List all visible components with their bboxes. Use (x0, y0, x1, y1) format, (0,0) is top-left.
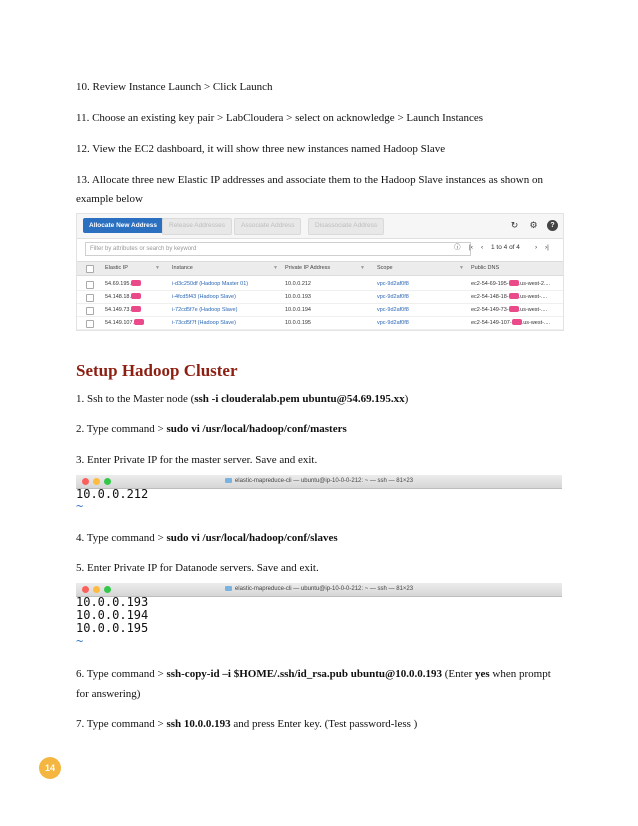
folder-icon (225, 586, 232, 591)
table-row[interactable] (77, 304, 563, 317)
prev-page-icon[interactable]: ‹ (481, 244, 484, 251)
disassociate-address-button[interactable]: Disassociate Address (308, 218, 384, 235)
terminal-title (76, 475, 562, 488)
instance-link[interactable]: i-72cd5f7e (Hadoop Slave) (172, 307, 238, 313)
elastic-ip-value: 54.149.107. (105, 320, 135, 326)
redaction-mark (509, 280, 519, 286)
private-ip-cell: 10.0.0.212 (285, 281, 311, 287)
row-checkbox[interactable] (86, 307, 94, 315)
sort-icon[interactable]: ▼ (155, 265, 160, 271)
instance-link[interactable]: i-d3c250df (Hadoop Master 01) (172, 281, 249, 287)
step-text: 7. Type command > (76, 718, 167, 730)
col-private-ip[interactable]: Private IP Address (285, 265, 331, 271)
public-dns-suffix: .us-west-.... (518, 307, 548, 313)
redaction-mark (509, 306, 519, 312)
public-dns-cell (471, 278, 550, 290)
elastic-ip-cell (105, 278, 141, 290)
terminal-tilde: ~ (76, 499, 84, 513)
allocate-new-address-button[interactable]: Allocate New Address (83, 218, 163, 233)
terminal-line: 10.0.0.212 (76, 487, 149, 501)
scope-link[interactable]: vpc-9d2af0f8 (377, 320, 409, 326)
private-ip-cell: 10.0.0.195 (285, 320, 311, 326)
ec2-elastic-ip-console (76, 213, 564, 331)
public-dns-cell (471, 317, 550, 329)
table-row[interactable] (77, 278, 563, 291)
col-instance[interactable]: Instance (172, 265, 193, 271)
command-text: ssh 10.0.0.193 (166, 718, 231, 730)
terminal-title (76, 583, 562, 596)
terminal-line: 10.0.0.194 (76, 608, 149, 622)
help-icon[interactable]: ? (547, 220, 558, 231)
terminal-line: 10.0.0.195 (76, 621, 149, 635)
public-dns-cell (471, 304, 547, 316)
public-dns-cell (471, 291, 547, 303)
step-text: and press Enter key. (Test password-less ) (230, 718, 418, 730)
step-13-continued: example below (76, 193, 143, 205)
redaction-mark (131, 280, 141, 286)
col-elastic-ip[interactable]: Elastic IP (105, 265, 128, 271)
command-text: ssh-copy-id –i $HOME/.ssh/id_rsa.pub ubuntu@10.0.0.193 (166, 668, 443, 680)
first-page-icon[interactable]: |‹ (469, 244, 473, 251)
step-text: 6. Type command > (76, 668, 167, 680)
row-checkbox[interactable] (86, 320, 94, 328)
terminal-window-slaves (76, 583, 562, 651)
release-addresses-button[interactable]: Release Addresses (162, 218, 232, 235)
instance-link[interactable]: i-73cd5f7f (Hadoop Slave) (172, 320, 236, 326)
redaction-mark (131, 293, 141, 299)
redaction-mark (509, 293, 519, 299)
step-text: ) (404, 393, 409, 405)
next-page-icon[interactable]: › (535, 244, 538, 251)
public-dns-value: ec2-54-149-73- (471, 307, 509, 313)
setup-step-1 (76, 392, 408, 406)
step-11: 11. Choose an existing key pair > LabCloudera > select on acknowledge > Launch Instances (76, 112, 484, 124)
step-text: 4. Type command > (76, 532, 167, 544)
pagination-label: 1 to 4 of 4 (491, 244, 520, 251)
setup-step-6-continued: for answering) (76, 688, 141, 700)
filter-search-input[interactable]: Filter by attributes or search by keyword (85, 242, 471, 256)
public-dns-value: ec2-54-69-195- (471, 281, 509, 287)
section-heading: Setup Hadoop Cluster (76, 361, 238, 380)
page-number-badge: 14 (39, 757, 61, 779)
scope-link[interactable]: vpc-9d2af0f8 (377, 281, 409, 287)
redaction-mark (134, 319, 144, 325)
yes-keyword: yes (475, 668, 490, 680)
step-13: 13. Allocate three new Elastic IP addresses and associate them to the Hadoop Slave instances as shown on (76, 174, 543, 186)
step-text: 2. Type command > (76, 423, 167, 435)
terminal-titlebar (76, 583, 562, 597)
step-text: (Enter (442, 668, 475, 680)
public-dns-suffix: .us-west-2.... (518, 281, 551, 287)
terminal-title-text: elastic-mapreduce-cli — ubuntu@ip-10-0-0-212: ~ — ssh — 81×23 (234, 478, 414, 484)
setup-step-7 (76, 717, 417, 731)
col-public-dns[interactable]: Public DNS (471, 265, 500, 271)
command-text: ssh -i clouderalab.pem ubuntu@54.69.195.xx (194, 393, 405, 405)
terminal-title-text: elastic-mapreduce-cli — ubuntu@ip-10-0-0-212: ~ — ssh — 81×23 (234, 586, 414, 592)
redaction-mark (131, 306, 141, 312)
command-text: sudo vi /usr/local/hadoop/conf/slaves (166, 532, 338, 544)
terminal-titlebar (76, 475, 562, 489)
step-text: 1. Ssh to the Master node ( (76, 393, 195, 405)
scope-link[interactable]: vpc-9d2af0f8 (377, 307, 409, 313)
elastic-ip-value: 54.69.195. (105, 281, 131, 287)
public-dns-value: ec2-54-149-107- (471, 320, 512, 326)
sort-icon[interactable]: ▼ (459, 265, 464, 271)
refresh-icon[interactable]: ↻ (510, 220, 519, 230)
elastic-ip-cell (105, 304, 141, 316)
console-toolbar (77, 214, 563, 239)
step-text: when prompt (489, 668, 551, 680)
instance-link[interactable]: i-4fcd5f43 (Hadoop Slave) (172, 294, 236, 300)
folder-icon (225, 478, 232, 483)
setup-step-3: 3. Enter Private IP for the master server. Save and exit. (76, 454, 318, 466)
public-dns-value: ec2-54-148-18- (471, 294, 509, 300)
elastic-ip-cell (105, 317, 144, 329)
setup-step-2 (76, 422, 347, 436)
redaction-mark (512, 319, 522, 325)
step-12: 12. View the EC2 dashboard, it will show three new instances named Hadoop Slave (76, 143, 446, 155)
elastic-ip-value: 54.148.18. (105, 294, 131, 300)
setup-step-6 (76, 667, 551, 681)
terminal-line: 10.0.0.193 (76, 595, 149, 609)
public-dns-suffix: .us-west-.... (518, 294, 548, 300)
elastic-ip-value: 54.149.73. (105, 307, 131, 313)
last-page-icon[interactable]: ›| (545, 244, 549, 251)
private-ip-cell: 10.0.0.193 (285, 294, 311, 300)
command-text: sudo vi /usr/local/hadoop/conf/masters (166, 423, 347, 435)
sort-icon[interactable]: ▼ (273, 265, 278, 271)
table-header (77, 261, 563, 276)
associate-address-button[interactable]: Associate Address (234, 218, 301, 235)
setup-step-4 (76, 531, 338, 545)
col-scope[interactable]: Scope (377, 265, 393, 271)
help-circle-icon[interactable]: ⓘ (454, 244, 461, 251)
sort-icon[interactable]: ▼ (360, 265, 365, 271)
private-ip-cell: 10.0.0.194 (285, 307, 311, 313)
terminal-tilde: ~ (76, 634, 84, 648)
elastic-ip-cell (105, 291, 141, 303)
terminal-window-masters (76, 475, 562, 515)
row-checkbox[interactable] (86, 281, 94, 289)
row-checkbox[interactable] (86, 294, 94, 302)
select-all-checkbox[interactable] (86, 265, 94, 273)
gear-icon[interactable]: ⚙ (529, 220, 538, 230)
public-dns-suffix: .us-west-.... (521, 320, 551, 326)
step-10: 10. Review Instance Launch > Click Launch (76, 81, 273, 93)
table-row[interactable] (77, 317, 563, 330)
scope-link[interactable]: vpc-9d2af0f8 (377, 294, 409, 300)
setup-step-5: 5. Enter Private IP for Datanode servers. Save and exit. (76, 562, 319, 574)
table-row[interactable] (77, 291, 563, 304)
